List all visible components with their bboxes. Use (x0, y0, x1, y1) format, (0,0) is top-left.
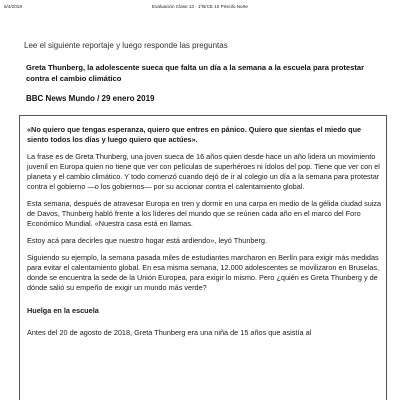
section-heading: Huelga en la escuela (27, 306, 99, 315)
article-paragraph: Siguiendo su ejemplo, la semana pasada miles de estudiantes marcharon en Berlín para exigir más medidas para evitar el calentamiento global. En esa misma semana, 12.000 adolescentes se movilizaron en Bruselas, donde se encuentra la sede de la Unión Europea, para exigir lo mismo. Pero ¿quién es Greta Thunberg y de dónde salió su empeño de exigir un mundo más verde? (27, 253, 380, 292)
print-date: 6/4/2019 (4, 4, 22, 9)
instruction-text: Lee el siguiente reportaje y luego responde las preguntas (24, 41, 228, 50)
article-paragraph: Esta semana, después de atravesar Europa en tren y dormir en una carpa en medio de la gélida ciudad suiza de Davos, Thunberg habló frente a los líderes del mundo que se reúnen cada año en el marco del Foro Económico Mundial. «Nuestra casa está en llamas. (27, 199, 382, 228)
article-pull-quote: «No quiero que tengas esperanza, quiero que entres en pánico. Quiero que sientas el miedo que siento todos los días y luego quiero que actúes». (27, 125, 362, 144)
article-paragraph: Estoy acá para decirles que nuestro hogar está ardiendo», leyó Thunberg. (27, 236, 268, 245)
print-document-title: Evaluación Clase 13 · 1ºB/CE 10 Priscilo Norte (152, 4, 248, 9)
print-header (4, 2, 396, 12)
article-byline: BBC News Mundo / 29 enero 2019 (26, 94, 155, 103)
article-paragraph: Antes del 20 de agosto de 2018, Greta Thunberg era una niña de 15 años que asistía al (27, 328, 312, 337)
article-body (27, 125, 383, 345)
article-headline: Greta Thunberg, la adolescente sueca que falta un día a la semana a la escuela para protestar contra el cambio climático (26, 63, 365, 83)
article-paragraph: La frase es de Greta Thunberg, una joven sueca de 16 años quien desde hace un año lidera un movimiento juvenil en Europa quien no tiene que ver con películas de superhéroes ni ídolos del pop. Tiene que ver con el planeta y el cambio climático. Y todo comenzó cuando dejó de ir al colegio un día a la semana para protestar contra el gobierno —o los gobiernos— por su accionar contra el calentamiento global. (27, 152, 380, 191)
